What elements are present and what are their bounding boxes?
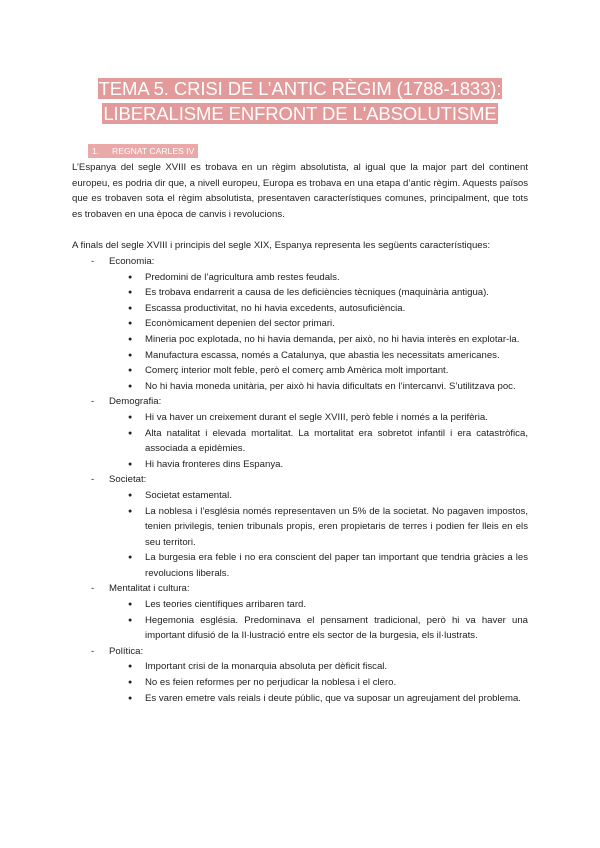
- list-item-text: Important crisi de la monarquia absoluta per dèficit fiscal.: [145, 661, 388, 673]
- list-item: [72, 504, 528, 551]
- list-item: [72, 550, 528, 581]
- dash-marker: -: [91, 645, 95, 657]
- list-item: [72, 348, 528, 364]
- bullet-icon: ●: [128, 335, 133, 343]
- list-item: [72, 457, 528, 473]
- bullet-icon: ●: [128, 554, 133, 562]
- bullet-icon: ●: [128, 679, 133, 687]
- list-item-text: Hi va haver un creixement durant el segle XVIII, però feble i només a la perifèria.: [145, 411, 488, 423]
- section-heading: [88, 144, 198, 158]
- category-label: Societat:: [109, 474, 147, 486]
- list-item: [72, 301, 528, 317]
- category-label: Economia:: [109, 256, 155, 267]
- list-item-text: La noblesa i l’església només representaven un 5% de la societat. No pagaven impostos, tenien privilegis, tenien tribunals propis, eren propietaris de terres i podien fer lleis en els seu territori.: [145, 505, 528, 548]
- list-item: [72, 410, 528, 426]
- category-label: Política:: [109, 645, 144, 657]
- bullet-icon: ●: [128, 320, 133, 328]
- page-title: [72, 76, 528, 126]
- list-item-text: No hi havia moneda unitària, per això hi havia dificultats en l’intercanvi. S’utilitzava poc.: [145, 380, 516, 392]
- list-item-text: Societat estamental.: [145, 489, 232, 501]
- list-item-text: Alta natalitat i elevada mortalitat. La mortalitat era sobretot infantil i era catastròfica, associada a epidèmies.: [145, 427, 528, 455]
- list-item: [72, 426, 528, 457]
- list-item-text: Hegemonia església. Predominava el pensament tradicional, però hi va haver una important difusió de la Il·lustració entre els sector de la burgesia, els il·lustrats.: [145, 614, 528, 642]
- list-item: [72, 285, 528, 301]
- list-item-text: Hi havia fronteres dins Espanya.: [145, 458, 284, 470]
- category-heading: [72, 394, 528, 410]
- bullet-icon: ●: [128, 367, 133, 375]
- list-item: [72, 597, 528, 613]
- list-item: [72, 332, 528, 348]
- characteristics-outline: [72, 254, 528, 706]
- category-heading: [72, 644, 528, 660]
- dash-marker: -: [91, 474, 95, 486]
- bullet-icon: ●: [128, 413, 133, 421]
- list-item: [72, 316, 528, 332]
- bullet-icon: ●: [128, 663, 133, 671]
- list-item: [72, 270, 528, 286]
- bullet-icon: ●: [128, 694, 133, 702]
- list-item-text: Mineria poc explotada, no hi havia demanda, per això, no hi havia interès en explotar-la.: [145, 333, 520, 345]
- list-item-text: Es trobava endarrerit a causa de les deficiències tècniques (maquinària antigua).: [145, 287, 489, 299]
- bullet-icon: ●: [128, 507, 133, 515]
- list-item-text: Predomini de l’agricultura amb restes feudals.: [145, 271, 340, 283]
- intro-paragraph: L’Espanya del segle XVIII es trobava en un règim absolutista, al igual que la major part del continent europeu, es podria dir que, a nivell europeu, Europa es trobava en una etapa d’antic règim. Aquests països que es trobaven sota el règim absolutista, presentaven característiques comunes, principalment, que tots es trobaven en una època de canvis i revolucions.: [72, 162, 528, 220]
- list-item: [72, 379, 528, 395]
- dash-marker: -: [91, 396, 95, 408]
- list-item-text: Escassa productivitat, no hi havia excedents, autosuficiència.: [145, 302, 406, 314]
- dash-marker: -: [91, 256, 95, 267]
- bullet-icon: ●: [128, 382, 133, 390]
- list-item: [72, 659, 528, 675]
- bullet-icon: ●: [128, 429, 133, 437]
- dash-marker: -: [91, 583, 95, 595]
- list-item-text: Econòmicament depenien del sector primari.: [145, 318, 335, 330]
- list-item-text: La burgesia era feble i no era conscient del paper tan important que tendria gràcies a les revolucions liberals.: [145, 552, 528, 579]
- bullet-icon: ●: [128, 601, 133, 609]
- bullet-icon: ●: [128, 304, 133, 312]
- list-item: [72, 675, 528, 691]
- bullet-icon: ●: [128, 273, 133, 281]
- title-text: TEMA 5. CRISI DE L’ANTIC RÈGIM (1788-1833): LIBERALISME ENFRONT DE L'ABSOLUTISME: [98, 78, 502, 124]
- list-item: [72, 488, 528, 504]
- category-label: Mentalitat i cultura:: [109, 583, 190, 595]
- list-item-text: Manufactura escassa, només a Catalunya, que abastia les necessitats americanes.: [145, 349, 500, 361]
- list-item: [72, 363, 528, 379]
- bullet-icon: ●: [128, 491, 133, 499]
- bullet-icon: ●: [128, 460, 133, 468]
- category-heading: [72, 472, 528, 488]
- bullet-icon: ●: [128, 351, 133, 359]
- section-number: 1.: [92, 146, 100, 156]
- list-item: [72, 691, 528, 707]
- list-item: [72, 613, 528, 644]
- category-label: Demografia:: [109, 396, 162, 408]
- list-item-text: No es feien reformes per no perjudicar la noblesa i el clero.: [145, 677, 397, 689]
- bullet-icon: ●: [128, 289, 133, 297]
- list-item-text: Es varen emetre vals reials i deute públic, que va suposar un agreujament del problema.: [145, 692, 521, 704]
- section-label: REGNAT CARLES IV: [112, 146, 195, 156]
- category-heading: [72, 254, 528, 270]
- bullet-icon: ●: [128, 616, 133, 624]
- list-item-text: Comerç interior molt feble, però el comerç amb Amèrica molt important.: [145, 365, 449, 377]
- lead-paragraph: A finals del segle XVIII i principis del segle XIX, Espanya representa les següents característiques:: [72, 240, 491, 251]
- category-heading: [72, 581, 528, 597]
- list-item-text: Les teories científiques arribaren tard.: [145, 599, 307, 611]
